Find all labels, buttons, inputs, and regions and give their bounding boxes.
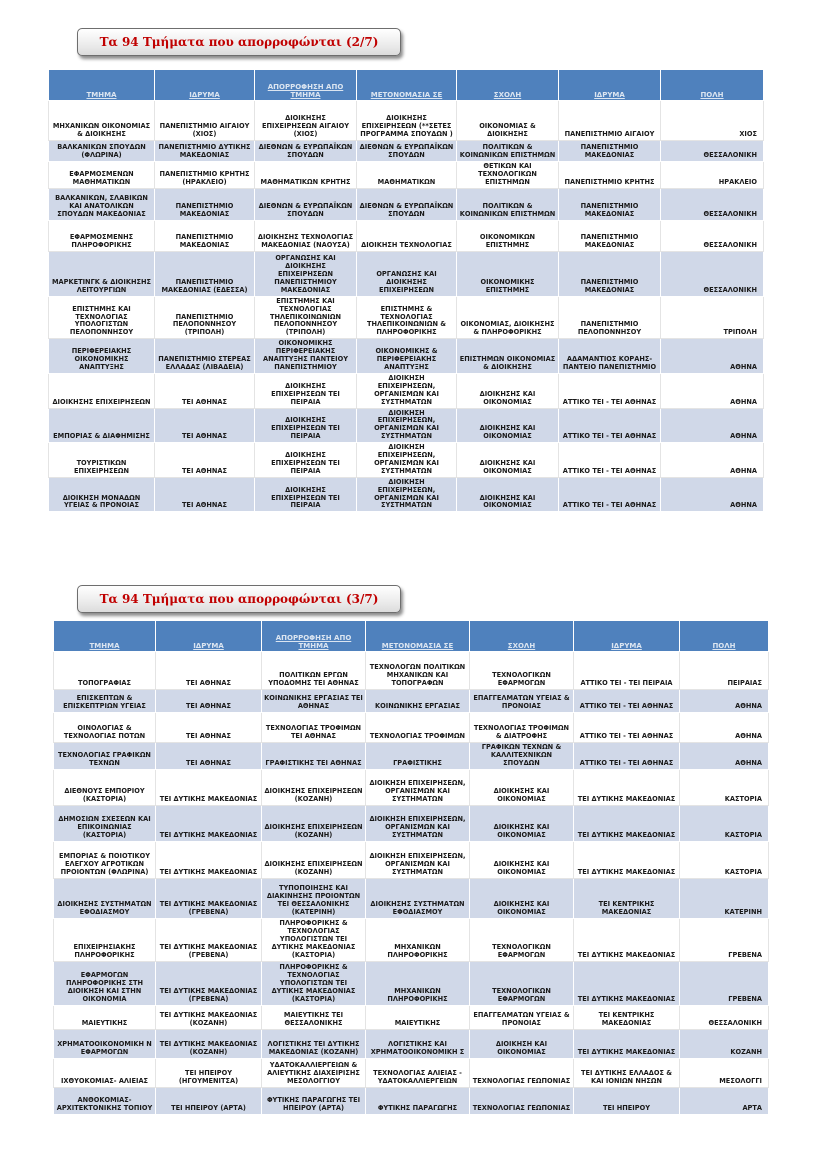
table-cell: ΔΙΟΙΚΗΣΗΣ ΣΥΣΤΗΜΑΤΩΝ ΕΦΟΔΙΑΣΜΟΥ	[366, 878, 470, 918]
col-header-absorbed-by: ΑΠΟΡΡΟΦΗΣΗ ΑΠΟ ΤΜΗΜΑ	[255, 70, 357, 101]
table-row	[49, 296, 764, 339]
table-cell: ΑΘΗΝΑ	[680, 713, 769, 743]
table-cell: ΕΠΙΣΤΗΜΗΣ ΚΑΙ ΤΕΧΝΟΛΟΓΙΑΣ ΥΠΟΛΟΓΙΣΤΩΝ ΠΕΛΟΠΟΝΝΗΣΟΥ	[49, 296, 155, 339]
table-cell: ΤΕΧΝΟΛΟΓΙΑΣ ΤΡΟΦΙΜΩΝ ΤΕΙ ΑΘΗΝΑΣ	[262, 713, 366, 743]
table-cell: ΠΑΝΕΠΙΣΤΗΜΙΟ ΜΑΚΕΔΟΝΙΑΣ (ΕΔΕΣΣΑ)	[155, 251, 255, 296]
table-cell: ΒΑΛΚΑΝΙΚΩΝ ΣΠΟΥΔΩΝ (ΦΛΩΡΙΝΑ)	[49, 141, 155, 162]
table-cell: ΤΟΠΟΓΡΑΦΙΑΣ	[54, 652, 156, 690]
table-cell: ΑΘΗΝΑ	[661, 339, 764, 374]
table-cell: ΤΕΙ ΔΥΤΙΚΗΣ ΕΛΛΑΔΟΣ & ΚΑΙ ΙΟΝΙΩΝ ΝΗΣΩΝ	[574, 1058, 680, 1087]
table-cell: ΤΕΙ ΔΥΤΙΚΗΣ ΜΑΚΕΔΟΝΙΑΣ	[156, 805, 262, 841]
table-cell: ΤΕΙ ΑΘΗΝΑΣ	[155, 408, 255, 443]
table-row	[49, 408, 764, 443]
col-header-school: ΣΧΟΛΗ	[457, 70, 559, 101]
table-row	[54, 961, 769, 1005]
table-row	[54, 743, 769, 770]
table-cell: ΜΗΧΑΝΙΚΩΝ ΠΛΗΡΟΦΟΡΙΚΗΣ	[366, 918, 470, 961]
table-cell: ΤΕΧΝΟΛΟΓΙΑΣ ΓΡΑΦΙΚΩΝ ΤΕΧΝΩΝ	[54, 743, 156, 770]
table-cell: ΔΙΟΙΚΗΣΗ ΕΠΙΧΕΙΡΗΣΕΩΝ, ΟΡΓΑΝΙΣΜΩΝ ΚΑΙ ΣΥΣΤΗΜΑΤΩΝ	[357, 477, 457, 512]
table-cell: ΤΕΙ ΔΥΤΙΚΗΣ ΜΑΚΕΔΟΝΙΑΣ	[156, 769, 262, 805]
table-cell: ΕΠΙΣΚΕΠΤΩΝ & ΕΠΙΣΚΕΠΤΡΙΩΝ ΥΓΕΙΑΣ	[54, 690, 156, 713]
table-cell: ΓΡΑΦΙΣΤΙΚΗΣ	[366, 743, 470, 770]
col-header-city: ΠΟΛΗ	[680, 621, 769, 652]
section-title-3-of-7: Τα 94 Τμήματα που απορροφώνται (3/7)	[77, 585, 401, 613]
table-cell: ΕΦΑΡΜΟΓΩΝ ΠΛΗΡΟΦΟΡΙΚΗΣ ΣΤΗ ΔΙΟΙΚΗΣΗ ΚΑΙ ΣΤΗΝ ΟΙΚΟΝΟΜΙΑ	[54, 961, 156, 1005]
table-row	[54, 652, 769, 690]
table-row	[54, 713, 769, 743]
table-cell: ΠΑΝΕΠΙΣΤΗΜΙΟ ΚΡΗΤΗΣ	[559, 162, 661, 189]
col-header-city: ΠΟΛΗ	[661, 70, 764, 101]
table-row	[54, 1029, 769, 1058]
table-cell: ΤΕΧΝΟΛΟΓΙΑΣ ΑΛΙΕΙΑΣ - ΥΔΑΤΟΚΑΛΛΙΕΡΓΕΙΩΝ	[366, 1058, 470, 1087]
table-cell: ΠΑΝΕΠΙΣΤΗΜΙΟ ΜΑΚΕΔΟΝΙΑΣ	[559, 188, 661, 220]
table-cell: ΔΙΟΙΚΗΣΗΣ ΕΠΙΧΕΙΡΗΣΕΩΝ ΤΕΙ ΠΕΙΡΑΙΑ	[255, 443, 357, 478]
table-cell: ΔΙΟΙΚΗΣΗΣ ΕΠΙΧΕΙΡΗΣΕΩΝ ΑΙΓΑΙΟΥ (ΧΙΟΣ)	[255, 101, 357, 141]
col-header-absorbed-by: ΑΠΟΡΡΟΦΗΣΗ ΑΠΟ ΤΜΗΜΑ	[262, 621, 366, 652]
table-cell: ΤΡΙΠΟΛΗ	[661, 296, 764, 339]
table-cell: ΠΛΗΡΟΦΟΡΙΚΗΣ & ΤΕΧΝΟΛΟΓΙΑΣ ΥΠΟΛΟΓΙΣΤΩΝ ΤΕΙ ΔΥΤΙΚΗΣ ΜΑΚΕΔΟΝΙΑΣ (ΚΑΣΤΟΡΙΑ)	[262, 918, 366, 961]
table-cell: ΕΠΑΓΓΕΛΜΑΤΩΝ ΥΓΕΙΑΣ & ΠΡΟΝΟΙΑΣ	[470, 1005, 574, 1029]
table-cell: ΤΕΧΝΟΛΟΓΙΚΩΝ ΕΦΑΡΜΟΓΩΝ	[470, 652, 574, 690]
table-cell: ΚΑΣΤΟΡΙΑ	[680, 841, 769, 878]
table-row	[49, 443, 764, 478]
table-cell: ΟΙΚΟΝΟΜΙΚΩΝ ΕΠΙΣΤΗΜΗΣ	[457, 220, 559, 251]
table-cell: ΕΠΙΧΕΙΡΗΣΙΑΚΗΣ ΠΛΗΡΟΦΟΡΙΚΗΣ	[54, 918, 156, 961]
table-cell: ΠΑΝΕΠΙΣΤΗΜΙΟ ΜΑΚΕΔΟΝΙΑΣ	[559, 251, 661, 296]
table-cell: ΔΗΜΟΣΙΩΝ ΣΧΕΣΕΩΝ ΚΑΙ ΕΠΙΚΟΙΝΩΝΙΑΣ (ΚΑΣΤΟΡΙΑ)	[54, 805, 156, 841]
table-cell: ΜΑΘΗΜΑΤΙΚΩΝ	[357, 162, 457, 189]
table-header-row	[49, 70, 764, 101]
table-cell: ΔΙΟΙΚΗΣΗΣ ΕΠΙΧΕΙΡΗΣΕΩΝ ΤΕΙ ΠΕΙΡΑΙΑ	[255, 477, 357, 512]
col-header-renamed-to: ΜΕΤΟΝΟΜΑΣΙΑ ΣΕ	[357, 70, 457, 101]
table-cell: ΑΘΗΝΑ	[661, 373, 764, 408]
table-cell: ΤΕΙ ΗΠΕΙΡΟΥ (ΑΡΤΑ)	[156, 1087, 262, 1114]
table-cell: ΤΕΙ ΑΘΗΝΑΣ	[155, 443, 255, 478]
table-cell: ΑΘΗΝΑ	[661, 408, 764, 443]
table-cell: ΤΕΙ ΔΥΤΙΚΗΣ ΜΑΚΕΔΟΝΙΑΣ	[574, 918, 680, 961]
table-cell: ΟΙΚΟΝΟΜΙΑΣ, ΔΙΟΙΚΗΣΗΣ & ΠΛΗΡΟΦΟΡΙΚΗΣ	[457, 296, 559, 339]
table-cell: ΠΟΛΙΤΙΚΩΝ & ΚΟΙΝΩΝΙΚΩΝ ΕΠΙΣΤΗΜΩΝ	[457, 141, 559, 162]
table-cell: ΤΕΙ ΔΥΤΙΚΗΣ ΜΑΚΕΔΟΝΙΑΣ (ΚΟΖΑΝΗ)	[156, 1029, 262, 1058]
table-row	[54, 1058, 769, 1087]
col-header-institution: ΙΔΡΥΜΑ	[156, 621, 262, 652]
table-cell: ΕΜΠΟΡΙΑΣ & ΔΙΑΦΗΜΙΣΗΣ	[49, 408, 155, 443]
table-row	[49, 477, 764, 512]
table-cell: ΤΕΧΝΟΛΟΓΙΑΣ ΓΕΩΠΟΝΙΑΣ	[470, 1087, 574, 1114]
table-cell: ΟΙΚΟΝΟΜΙΚΗΣ ΕΠΙΣΤΗΜΗΣ	[457, 251, 559, 296]
table-cell: ΔΙΟΙΚΗΣΗΣ ΕΠΙΧΕΙΡΗΣΕΩΝ (ΚΟΖΑΝΗ)	[262, 769, 366, 805]
table-cell: ΔΙΟΙΚΗΣΗΣ ΚΑΙ ΟΙΚΟΝΟΜΙΑΣ	[470, 841, 574, 878]
table-cell: ΜΑΘΗΜΑΤΙΚΩΝ ΚΡΗΤΗΣ	[255, 162, 357, 189]
table-cell: ΠΑΝΕΠΙΣΤΗΜΙΟ ΜΑΚΕΔΟΝΙΑΣ	[155, 220, 255, 251]
table-cell: ΔΙΟΙΚΗΣΗΣ ΚΑΙ ΟΙΚΟΝΟΜΙΑΣ	[457, 408, 559, 443]
table-cell: ΔΙΟΙΚΗΣΗΣ ΕΠΙΧΕΙΡΗΣΕΩΝ (ΚΟΖΑΝΗ)	[262, 841, 366, 878]
table-cell: ΤΕΙ ΔΥΤΙΚΗΣ ΜΑΚΕΔΟΝΙΑΣ	[574, 769, 680, 805]
table-cell: ΤΕΙ ΑΘΗΝΑΣ	[156, 652, 262, 690]
table-row	[54, 769, 769, 805]
table-cell: ΜΑΙΕΥΤΙΚΗΣ ΤΕΙ ΘΕΣΣΑΛΟΝΙΚΗΣ	[262, 1005, 366, 1029]
table-cell: ΚΟΙΝΩΝΙΚΗΣ ΕΡΓΑΣΙΑΣ	[366, 690, 470, 713]
table-cell: ΤΕΧΝΟΛΟΓΙΑΣ ΤΡΟΦΙΜΩΝ & ΔΙΑΤΡΟΦΗΣ	[470, 713, 574, 743]
table-cell: ΔΙΟΙΚΗΣΗΣ ΚΑΙ ΟΙΚΟΝΟΜΙΑΣ	[470, 805, 574, 841]
table-cell: ΔΙΕΘΝΩΝ & ΕΥΡΩΠΑΪΚΩΝ ΣΠΟΥΔΩΝ	[357, 141, 457, 162]
table-cell: ΔΙΟΙΚΗΣΗΣ ΚΑΙ ΟΙΚΟΝΟΜΙΑΣ	[457, 477, 559, 512]
table-cell: ΔΙΟΙΚΗΣΗ ΕΠΙΧΕΙΡΗΣΕΩΝ, ΟΡΓΑΝΙΣΜΩΝ ΚΑΙ ΣΥΣΤΗΜΑΤΩΝ	[357, 443, 457, 478]
table-row	[49, 141, 764, 162]
table-cell: ΑΘΗΝΑ	[680, 743, 769, 770]
table-cell: ΑΘΗΝΑ	[680, 690, 769, 713]
table-cell: ΤΕΙ ΔΥΤΙΚΗΣ ΜΑΚΕΔΟΝΙΑΣ	[156, 841, 262, 878]
table-row	[54, 878, 769, 918]
table-cell: ΑΤΤΙΚΟ ΤΕΙ - ΤΕΙ ΑΘΗΝΑΣ	[574, 743, 680, 770]
table-cell: ΑΤΤΙΚΟ ΤΕΙ - ΤΕΙ ΑΘΗΝΑΣ	[559, 443, 661, 478]
departments-table-2-of-7	[48, 69, 764, 512]
table-cell: ΤΕΙ ΗΠΕΙΡΟΥ (ΗΓΟΥΜΕΝΙΤΣΑ)	[156, 1058, 262, 1087]
table-cell: ΠΛΗΡΟΦΟΡΙΚΗΣ & ΤΕΧΝΟΛΟΓΙΑΣ ΥΠΟΛΟΓΙΣΤΩΝ ΤΕΙ ΔΥΤΙΚΗΣ ΜΑΚΕΔΟΝΙΑΣ (ΚΑΣΤΟΡΙΑ)	[262, 961, 366, 1005]
table-cell: ΔΙΕΘΝΩΝ & ΕΥΡΩΠΑΪΚΩΝ ΣΠΟΥΔΩΝ	[357, 188, 457, 220]
table-cell: ΔΙΟΙΚΗΣΗΣ ΚΑΙ ΟΙΚΟΝΟΜΙΑΣ	[457, 443, 559, 478]
table-cell: ΓΡΕΒΕΝΑ	[680, 918, 769, 961]
table-cell: ΠΑΝΕΠΙΣΤΗΜΙΟ ΚΡΗΤΗΣ (ΗΡΑΚΛΕΙΟ)	[155, 162, 255, 189]
table-row	[49, 188, 764, 220]
table-cell: ΔΙΟΙΚΗΣΗΣ ΕΠΙΧΕΙΡΗΣΕΩΝ ΤΕΙ ΠΕΙΡΑΙΑ	[255, 373, 357, 408]
table-cell: ΠΕΙΡΑΙΑΣ	[680, 652, 769, 690]
table-cell: ΤΕΙ ΔΥΤΙΚΗΣ ΜΑΚΕΔΟΝΙΑΣ	[574, 961, 680, 1005]
table-cell: ΘΕΣΣΑΛΟΝΙΚΗ	[680, 1005, 769, 1029]
table-body	[49, 101, 764, 512]
table-row	[49, 251, 764, 296]
table-cell: ΘΕΤΙΚΩΝ ΚΑΙ ΤΕΧΝΟΛΟΓΙΚΩΝ ΕΠΙΣΤΗΜΩΝ	[457, 162, 559, 189]
table-cell: ΔΙΟΙΚΗΣΗΣ ΣΥΣΤΗΜΑΤΩΝ ΕΦΟΔΙΑΣΜΟΥ	[54, 878, 156, 918]
table-cell: ΔΙΟΙΚΗΣΗ ΕΠΙΧΕΙΡΗΣΕΩΝ, ΟΡΓΑΝΙΣΜΩΝ ΚΑΙ ΣΥΣΤΗΜΑΤΩΝ	[366, 805, 470, 841]
table-cell: ΚΑΣΤΟΡΙΑ	[680, 805, 769, 841]
table-cell: ΔΙΟΙΚΗΣΗΣ ΚΑΙ ΟΙΚΟΝΟΜΙΑΣ	[470, 769, 574, 805]
table-cell: ΠΑΝΕΠΙΣΤΗΜΙΟ ΜΑΚΕΔΟΝΙΑΣ	[559, 220, 661, 251]
table-cell: ΕΠΙΣΤΗΜΗΣ ΚΑΙ ΤΕΧΝΟΛΟΓΙΑΣ ΤΗΛΕΠΙΚΟΙΝΩΝΙΩΝ ΠΕΛΟΠΟΝΝΗΣΟΥ (ΤΡΙΠΟΛΗ)	[255, 296, 357, 339]
table-cell: ΧΡΗΜΑΤΟΟΙΚΟΝΟΜΙΚΗ Ν ΕΦΑΡΜΟΓΩΝ	[54, 1029, 156, 1058]
table-cell: ΘΕΣΣΑΛΟΝΙΚΗ	[661, 251, 764, 296]
table-cell: ΟΡΓΑΝΩΣΗΣ ΚΑΙ ΔΙΟΙΚΗΣΗΣ ΕΠΙΧΕΙΡΗΣΕΩΝ ΠΑΝΕΠΙΣΤΗΜΙΟΥ ΜΑΚΕΔΟΝΙΑΣ	[255, 251, 357, 296]
table-cell: ΧΙΟΣ	[661, 101, 764, 141]
table-cell: ΤΕΙ ΚΕΝΤΡΙΚΗΣ ΜΑΚΕΔΟΝΙΑΣ	[574, 878, 680, 918]
table-cell: ΠΑΝΕΠΙΣΤΗΜΙΟ ΣΤΕΡΕΑΣ ΕΛΛΑΔΑΣ (ΛΙΒΑΔΕΙΑ)	[155, 339, 255, 374]
table-cell: ΓΡΕΒΕΝΑ	[680, 961, 769, 1005]
table-cell: ΔΙΟΙΚΗΣΗ ΕΠΙΧΕΙΡΗΣΕΩΝ, ΟΡΓΑΝΙΣΜΩΝ ΚΑΙ ΣΥΣΤΗΜΑΤΩΝ	[366, 841, 470, 878]
table-cell: ΠΑΝΕΠΙΣΤΗΜΙΟ ΑΙΓΑΙΟΥ (ΧΙΟΣ)	[155, 101, 255, 141]
table-cell: ΔΙΟΙΚΗΣΗΣ ΤΕΧΝΟΛΟΓΙΑΣ ΜΑΚΕΔΟΝΙΑΣ (ΝΑΟΥΣΑ)	[255, 220, 357, 251]
table-cell: ΕΦΑΡΜΟΣΜΕΝΩΝ ΜΑΘΗΜΑΤΙΚΩΝ	[49, 162, 155, 189]
table-cell: ΤΕΧΝΟΛΟΓΙΑΣ ΤΡΟΦΙΜΩΝ	[366, 713, 470, 743]
table-cell: ΟΡΓΑΝΩΣΗΣ ΚΑΙ ΔΙΟΙΚΗΣΗΣ ΕΠΙΧΕΙΡΗΣΕΩΝ	[357, 251, 457, 296]
table-row	[54, 690, 769, 713]
table-cell: ΔΙΟΙΚΗΣΗΣ ΕΠΙΧΕΙΡΗΣΕΩΝ (ΚΟΖΑΝΗ)	[262, 805, 366, 841]
table-cell: ΤΕΙ ΔΥΤΙΚΗΣ ΜΑΚΕΔΟΝΙΑΣ	[574, 841, 680, 878]
table-cell: ΤΕΙ ΑΘΗΝΑΣ	[156, 713, 262, 743]
table-cell: ΚΟΙΝΩΝΙΚΗΣ ΕΡΓΑΣΙΑΣ ΤΕΙ ΑΘΗΝΑΣ	[262, 690, 366, 713]
table-cell: ΤΕΙ ΔΥΤΙΚΗΣ ΜΑΚΕΔΟΝΙΑΣ (ΚΟΖΑΝΗ)	[156, 1005, 262, 1029]
table-cell: ΘΕΣΣΑΛΟΝΙΚΗ	[661, 141, 764, 162]
table-cell: ΔΙΟΙΚΗΣΗ ΕΠΙΧΕΙΡΗΣΕΩΝ, ΟΡΓΑΝΙΣΜΩΝ ΚΑΙ ΣΥΣΤΗΜΑΤΩΝ	[366, 769, 470, 805]
col-header-department: ΤΜΗΜΑ	[54, 621, 156, 652]
col-header-new-institution: ΙΔΡΥΜΑ	[574, 621, 680, 652]
table-cell: ΤΥΠΟΠΟΙΗΣΗΣ ΚΑΙ ΔΙΑΚΙΝΗΣΗΣ ΠΡΟΙΟΝΤΩΝ ΤΕΙ ΘΕΣΣΑΛΟΝΙΚΗΣ (ΚΑΤΕΡΙΝΗ)	[262, 878, 366, 918]
table-row	[49, 220, 764, 251]
table-header-row	[54, 621, 769, 652]
table-cell: ΑΘΗΝΑ	[661, 443, 764, 478]
table-cell: ΤΕΧΝΟΛΟΓΙΚΩΝ ΕΦΑΡΜΟΓΩΝ	[470, 918, 574, 961]
table-cell: ΛΟΓΙΣΤΙΚΗΣ ΚΑΙ ΧΡΗΜΑΤΟΟΙΚΟΝΟΜΙΚΗ Σ	[366, 1029, 470, 1058]
table-cell: ΟΙΚΟΝΟΜΙΑΣ & ΔΙΟΙΚΗΣΗΣ	[457, 101, 559, 141]
table-cell: ΔΙΟΙΚΗΣΗ ΜΟΝΑΔΩΝ ΥΓΕΙΑΣ & ΠΡΟΝΟΙΑΣ	[49, 477, 155, 512]
table-cell: ΠΑΝΕΠΙΣΤΗΜΙΟ ΠΕΛΟΠΟΝΝΗΣΟΥ (ΤΡΙΠΟΛΗ)	[155, 296, 255, 339]
table-cell: ΤΕΙ ΔΥΤΙΚΗΣ ΜΑΚΕΔΟΝΙΑΣ (ΓΡΕΒΕΝΑ)	[156, 878, 262, 918]
table-cell: ΤΕΙ ΑΘΗΝΑΣ	[156, 690, 262, 713]
table-cell: ΤΕΙ ΔΥΤΙΚΗΣ ΜΑΚΕΔΟΝΙΑΣ (ΓΡΕΒΕΝΑ)	[156, 961, 262, 1005]
section-title-2-of-7: Τα 94 Τμήματα που απορροφώνται (2/7)	[77, 28, 401, 56]
table-cell: ΔΙΟΙΚΗΣΗΣ ΕΠΙΧΕΙΡΗΣΕΩΝ (**ΣΕΤΕΣ ΠΡΟΓΡΑΜΜΑ ΣΠΟΥΔΩΝ )	[357, 101, 457, 141]
table-cell: ΠΑΝΕΠΙΣΤΗΜΙΟ ΜΑΚΕΔΟΝΙΑΣ	[155, 188, 255, 220]
table-cell: ΤΕΙ ΔΥΤΙΚΗΣ ΜΑΚΕΔΟΝΙΑΣ	[574, 1029, 680, 1058]
table-cell: ΤΕΙ ΑΘΗΝΑΣ	[155, 373, 255, 408]
table-cell: ΔΙΕΘΝΩΝ & ΕΥΡΩΠΑΪΚΩΝ ΣΠΟΥΔΩΝ	[255, 188, 357, 220]
table-cell: ΔΙΕΘΝΟΥΣ ΕΜΠΟΡΙΟΥ (ΚΑΣΤΟΡΙΑ)	[54, 769, 156, 805]
table-cell: ΓΡΑΦΙΣΤΙΚΗΣ ΤΕΙ ΑΘΗΝΑΣ	[262, 743, 366, 770]
table-cell: ΜΑΙΕΥΤΙΚΗΣ	[366, 1005, 470, 1029]
col-header-school: ΣΧΟΛΗ	[470, 621, 574, 652]
table-cell: ΔΙΟΙΚΗΣΗΣ ΕΠΙΧΕΙΡΗΣΕΩΝ	[49, 373, 155, 408]
table-cell: ΔΙΕΘΝΩΝ & ΕΥΡΩΠΑΪΚΩΝ ΣΠΟΥΔΩΝ	[255, 141, 357, 162]
table-cell: ΑΤΤΙΚΟ ΤΕΙ - ΤΕΙ ΑΘΗΝΑΣ	[559, 408, 661, 443]
table-cell: ΑΝΘΟΚΟΜΙΑΣ-ΑΡΧΙΤΕΚΤΟΝΙΚΗΣ ΤΟΠΙΟΥ	[54, 1087, 156, 1114]
table-cell: ΕΠΙΣΤΗΜΩΝ ΟΙΚΟΝΟΜΙΑΣ & ΔΙΟΙΚΗΣΗΣ	[457, 339, 559, 374]
table-cell: ΓΡΑΦΙΚΩΝ ΤΕΧΝΩΝ & ΚΑΛΛΙΤΕΧΝΙΚΩΝ ΣΠΟΥΔΩΝ	[470, 743, 574, 770]
table-cell: ΠΕΡΙΦΕΡΕΙΑΚΗΣ ΟΙΚΟΝΟΜΙΚΗΣ ΑΝΑΠΤΥΞΗΣ	[49, 339, 155, 374]
table-cell: ΠΑΝΕΠΙΣΤΗΜΙΟ ΑΙΓΑΙΟΥ	[559, 101, 661, 141]
table-cell: ΤΕΙ ΑΘΗΝΑΣ	[156, 743, 262, 770]
table-cell: ΚΑΤΕΡΙΝΗ	[680, 878, 769, 918]
table-cell: ΟΙΚΟΝΟΜΙΚΗΣ ΠΕΡΙΦΕΡΕΙΑΚΗΣ ΑΝΑΠΤΥΞΗΣ ΠΑΝΤΕΙΟΥ ΠΑΝΕΠΙΣΤΗΜΙΟΥ	[255, 339, 357, 374]
table-cell: ΤΕΙ ΑΘΗΝΑΣ	[155, 477, 255, 512]
col-header-department: ΤΜΗΜΑ	[49, 70, 155, 101]
table-row	[54, 805, 769, 841]
table-cell: ΔΙΟΙΚΗΣΗ ΕΠΙΧΕΙΡΗΣΕΩΝ, ΟΡΓΑΝΙΣΜΩΝ ΚΑΙ ΣΥΣΤΗΜΑΤΩΝ	[357, 408, 457, 443]
table-cell: ΕΠΑΓΓΕΛΜΑΤΩΝ ΥΓΕΙΑΣ & ΠΡΟΝΟΙΑΣ	[470, 690, 574, 713]
table-row	[49, 339, 764, 374]
table-cell: ΔΙΟΙΚΗΣΗ ΚΑΙ ΟΙΚΟΝΟΜΙΑΣ	[470, 1029, 574, 1058]
table-row	[49, 373, 764, 408]
table-cell: ΜΑΙΕΥΤΙΚΗΣ	[54, 1005, 156, 1029]
table-cell: ΜΗΧΑΝΙΚΩΝ ΠΛΗΡΟΦΟΡΙΚΗΣ	[366, 961, 470, 1005]
table-cell: ΠΑΝΕΠΙΣΤΗΜΙΟ ΔΥΤΙΚΗΣ ΜΑΚΕΔΟΝΙΑΣ	[155, 141, 255, 162]
table-cell: ΥΔΑΤΟΚΑΛΛΙΕΡΓΕΙΩΝ & ΑΛΙΕΥΤΙΚΗΣ ΔΙΑΧΕΙΡΙΣΗΣ ΜΕΣΟΛΟΓΓΙΟΥ	[262, 1058, 366, 1087]
table-row	[54, 1005, 769, 1029]
table-cell: ΘΕΣΣΑΛΟΝΙΚΗ	[661, 220, 764, 251]
table-row	[54, 918, 769, 961]
table-row	[49, 101, 764, 141]
table-cell: ΑΤΤΙΚΟ ΤΕΙ - ΤΕΙ ΠΕΙΡΑΙΑ	[574, 652, 680, 690]
table-cell: ΑΤΤΙΚΟ ΤΕΙ - ΤΕΙ ΑΘΗΝΑΣ	[559, 373, 661, 408]
table-cell: ΚΑΣΤΟΡΙΑ	[680, 769, 769, 805]
table-cell: ΕΜΠΟΡΙΑΣ & ΠΟΙΟΤΙΚΟΥ ΕΛΕΓΧΟΥ ΑΓΡΟΤΙΚΩΝ ΠΡΟΙΟΝΤΩΝ (ΦΛΩΡΙΝΑ)	[54, 841, 156, 878]
table-cell: ΑΤΤΙΚΟ ΤΕΙ - ΤΕΙ ΑΘΗΝΑΣ	[574, 713, 680, 743]
table-row	[49, 162, 764, 189]
table-cell: ΤΕΙ ΗΠΕΙΡΟΥ	[574, 1087, 680, 1114]
table-cell: ΛΟΓΙΣΤΙΚΗΣ ΤΕΙ ΔΥΤΙΚΗΣ ΜΑΚΕΔΟΝΙΑΣ (ΚΟΖΑΝΗ)	[262, 1029, 366, 1058]
table-cell: ΑΤΤΙΚΟ ΤΕΙ - ΤΕΙ ΑΘΗΝΑΣ	[559, 477, 661, 512]
table-row	[54, 841, 769, 878]
table-cell: ΠΟΛΙΤΙΚΩΝ ΕΡΓΩΝ ΥΠΟΔΟΜΗΣ ΤΕΙ ΑΘΗΝΑΣ	[262, 652, 366, 690]
table-cell: ΤΕΧΝΟΛΟΓΙΑΣ ΓΕΩΠΟΝΙΑΣ	[470, 1058, 574, 1087]
table-cell: ΤΕΙ ΔΥΤΙΚΗΣ ΜΑΚΕΔΟΝΙΑΣ (ΓΡΕΒΕΝΑ)	[156, 918, 262, 961]
table-cell: ΦΥΤΙΚΗΣ ΠΑΡΑΓΩΓΗΣ	[366, 1087, 470, 1114]
table-cell: ΔΙΟΙΚΗΣΗΣ ΚΑΙ ΟΙΚΟΝΟΜΙΑΣ	[470, 878, 574, 918]
table-cell: ΠΟΛΙΤΙΚΩΝ & ΚΟΙΝΩΝΙΚΩΝ ΕΠΙΣΤΗΜΩΝ	[457, 188, 559, 220]
table-cell: ΠΑΝΕΠΙΣΤΗΜΙΟ ΜΑΚΕΔΟΝΙΑΣ	[559, 141, 661, 162]
col-header-renamed-to: ΜΕΤΟΝΟΜΑΣΙΑ ΣΕ	[366, 621, 470, 652]
table-cell: ΕΦΑΡΜΟΣΜΕΝΗΣ ΠΛΗΡΟΦΟΡΙΚΗΣ	[49, 220, 155, 251]
table-cell: ΤΕΙ ΚΕΝΤΡΙΚΗΣ ΜΑΚΕΔΟΝΙΑΣ	[574, 1005, 680, 1029]
table-cell: ΔΙΟΙΚΗΣΗ ΕΠΙΧΕΙΡΗΣΕΩΝ, ΟΡΓΑΝΙΣΜΩΝ ΚΑΙ ΣΥΣΤΗΜΑΤΩΝ	[357, 373, 457, 408]
table-cell: ΑΡΤΑ	[680, 1087, 769, 1114]
departments-table-3-of-7	[53, 620, 769, 1115]
table-cell: ΑΤΤΙΚΟ ΤΕΙ - ΤΕΙ ΑΘΗΝΑΣ	[574, 690, 680, 713]
table-cell: ΟΙΚΟΝΟΜΙΚΗΣ & ΠΕΡΙΦΕΡΕΙΑΚΗΣ ΑΝΑΠΤΥΞΗΣ	[357, 339, 457, 374]
col-header-new-institution: ΙΔΡΥΜΑ	[559, 70, 661, 101]
table-cell: ΜΑΡΚΕΤΙΝΓΚ & ΔΙΟΙΚΗΣΗΣ ΛΕΙΤΟΥΡΓΙΩΝ	[49, 251, 155, 296]
table-body	[54, 652, 769, 1115]
table-cell: ΔΙΟΙΚΗΣΗΣ ΕΠΙΧΕΙΡΗΣΕΩΝ ΤΕΙ ΠΕΙΡΑΙΑ	[255, 408, 357, 443]
table-cell: ΑΔΑΜΑΝΤΙΟΣ ΚΟΡΑΗΣ-ΠΑΝΤΕΙΟ ΠΑΝΕΠΙΣΤΗΜΙΟ	[559, 339, 661, 374]
table-cell: ΘΕΣΣΑΛΟΝΙΚΗ	[661, 188, 764, 220]
table-cell: ΒΑΛΚΑΝΙΚΩΝ, ΣΛΑΒΙΚΩΝ ΚΑΙ ΑΝΑΤΟΛΙΚΩΝ ΣΠΟΥΔΩΝ ΜΑΚΕΔΟΝΙΑΣ	[49, 188, 155, 220]
table-cell: ΜΗΧΑΝΙΚΩΝ ΟΙΚΟΝΟΜΙΑΣ & ΔΙΟΙΚΗΣΗΣ	[49, 101, 155, 141]
col-header-institution: ΙΔΡΥΜΑ	[155, 70, 255, 101]
table-cell: ΑΘΗΝΑ	[661, 477, 764, 512]
table-cell: ΤΕΧΝΟΛΟΓΩΝ ΠΟΛΙΤΙΚΩΝ ΜΗΧΑΝΙΚΩΝ ΚΑΙ ΤΟΠΟΓΡΑΦΩΝ	[366, 652, 470, 690]
table-cell: ΤΕΧΝΟΛΟΓΙΚΩΝ ΕΦΑΡΜΟΓΩΝ	[470, 961, 574, 1005]
table-cell: ΦΥΤΙΚΗΣ ΠΑΡΑΓΩΓΗΣ ΤΕΙ ΗΠΕΙΡΟΥ (ΑΡΤΑ)	[262, 1087, 366, 1114]
table-cell: ΗΡΑΚΛΕΙΟ	[661, 162, 764, 189]
table-cell: ΠΑΝΕΠΙΣΤΗΜΙΟ ΠΕΛΟΠΟΝΝΗΣΟΥ	[559, 296, 661, 339]
table-cell: ΤΟΥΡΙΣΤΙΚΩΝ ΕΠΙΧΕΙΡΗΣΕΩΝ	[49, 443, 155, 478]
table-cell: ΕΠΙΣΤΗΜΗΣ & ΤΕΧΝΟΛΟΓΙΑΣ ΤΗΛΕΠΙΚΟΙΝΩΝΙΩΝ & ΠΛΗΡΟΦΟΡΙΚΗΣ	[357, 296, 457, 339]
table-cell: ΙΧΘΥΟΚΟΜΙΑΣ- ΑΛΙΕΙΑΣ	[54, 1058, 156, 1087]
table-cell: ΤΕΙ ΔΥΤΙΚΗΣ ΜΑΚΕΔΟΝΙΑΣ	[574, 805, 680, 841]
table-row	[54, 1087, 769, 1114]
table-cell: ΔΙΟΙΚΗΣΗ ΤΕΧΝΟΛΟΓΙΑΣ	[357, 220, 457, 251]
table-cell: ΟΙΝΟΛΟΓΙΑΣ & ΤΕΧΝΟΛΟΓΙΑΣ ΠΟΤΩΝ	[54, 713, 156, 743]
table-cell: ΔΙΟΙΚΗΣΗΣ ΚΑΙ ΟΙΚΟΝΟΜΙΑΣ	[457, 373, 559, 408]
table-cell: ΜΕΣΟΛΟΓΓΙ	[680, 1058, 769, 1087]
table-cell: ΚΟΖΑΝΗ	[680, 1029, 769, 1058]
